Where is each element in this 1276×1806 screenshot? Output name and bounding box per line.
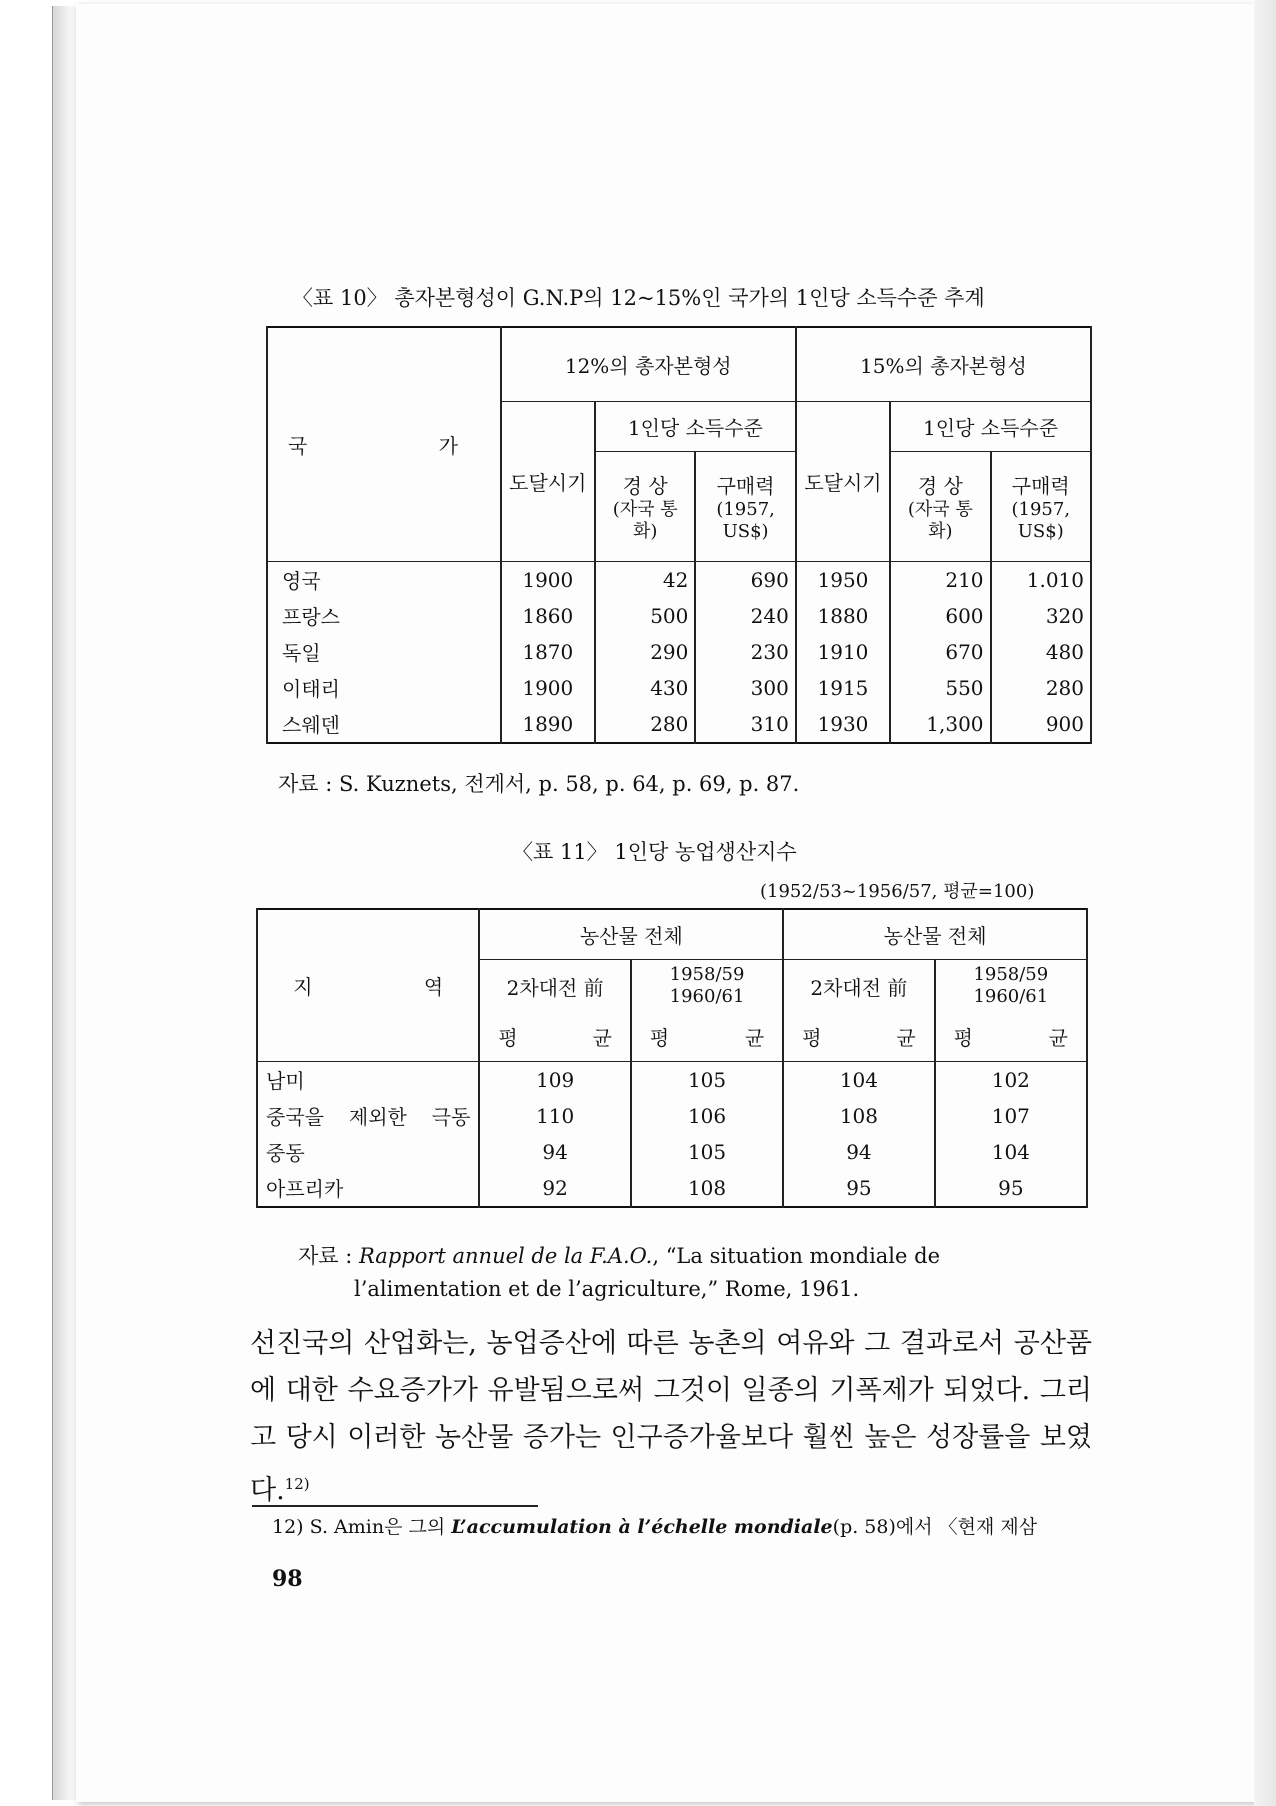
table10-cell-pp12: 690 xyxy=(695,561,795,598)
table10-cell-c15: 600 xyxy=(890,598,990,634)
footnote-reference: 12) xyxy=(284,1475,310,1493)
table11-header-group-a: 농산물 전체 xyxy=(479,909,783,959)
table10-cell-p12: 1900 xyxy=(501,670,595,706)
table11 xyxy=(256,908,1088,1208)
table11-region-cell: 중동 xyxy=(257,1134,479,1170)
table11-region-cell: 중국을 제외한 극동 xyxy=(257,1098,479,1134)
table11-cell-b2: 102 xyxy=(935,1061,1087,1098)
table10-header-period-15: 도달시기 xyxy=(796,401,890,561)
table11-cell-a2: 108 xyxy=(631,1170,783,1207)
table10-header-ppp-15: 구매력 (1957, US$) xyxy=(991,451,1091,561)
table10-cell-pp12: 230 xyxy=(695,634,795,670)
table11-cell-b1: 108 xyxy=(783,1098,934,1134)
table10 xyxy=(266,326,1092,744)
table10-header-income-15: 1인당 소득수준 xyxy=(890,401,1091,451)
table11-cell-a2: 105 xyxy=(631,1134,783,1170)
table10-country-cell: 이태리 xyxy=(267,670,501,706)
table10-row xyxy=(267,634,1091,670)
book-page-edge xyxy=(52,6,77,1800)
table10-cell-c12: 42 xyxy=(595,561,695,598)
table11-header-avg-1: 평 균 xyxy=(479,1013,630,1061)
table11-row xyxy=(257,1134,1087,1170)
table11-header-avg-4: 평 균 xyxy=(935,1013,1087,1061)
table11-cell-b2: 107 xyxy=(935,1098,1087,1134)
table10-cell-p15: 1915 xyxy=(796,670,890,706)
table11-unit-note: (1952/53~1956/57, 평균=100) xyxy=(760,881,1035,902)
table11-source xyxy=(298,1240,940,1306)
table10-cell-c15: 670 xyxy=(890,634,990,670)
table10-cell-pp15: 900 xyxy=(991,706,1091,743)
table11-cell-b1: 94 xyxy=(783,1134,934,1170)
table11-cell-a2: 106 xyxy=(631,1098,783,1134)
footnote-12: 12) S. Amin은 그의 L’accumulation à l’échelle mondiale(p. 58)에서 〈현재 제삼 xyxy=(272,1516,1038,1538)
table11-cell-a1: 109 xyxy=(479,1061,630,1098)
table10-cell-p12: 1870 xyxy=(501,634,595,670)
table11-cell-b1: 95 xyxy=(783,1170,934,1207)
table11-row xyxy=(257,1061,1087,1098)
table11-row xyxy=(257,1170,1087,1207)
table11-cell-a1: 110 xyxy=(479,1098,630,1134)
table10-cell-pp15: 1.010 xyxy=(991,561,1091,598)
table10-cell-c15: 550 xyxy=(890,670,990,706)
table11-header-recent-a: 1958/59 1960/61 xyxy=(631,959,783,1013)
table11-header-recent-b: 1958/59 1960/61 xyxy=(935,959,1087,1013)
table10-country-cell: 스웨덴 xyxy=(267,706,501,743)
table10-header-current-15: 경 상 (자국 통화) xyxy=(890,451,990,561)
table10-cell-p15: 1930 xyxy=(796,706,890,743)
table10-cell-p12: 1900 xyxy=(501,561,595,598)
table11-header-group-b: 농산물 전체 xyxy=(783,909,1087,959)
table10-cell-p12: 1860 xyxy=(501,598,595,634)
table10-header-12pct: 12%의 총자본형성 xyxy=(501,327,796,401)
table10-header-15pct: 15%의 총자본형성 xyxy=(796,327,1091,401)
table10-cell-pp12: 300 xyxy=(695,670,795,706)
table11-source-line2: l’alimentation et de l’agriculture,” Rome, 1961. xyxy=(354,1277,860,1301)
table10-cell-pp15: 280 xyxy=(991,670,1091,706)
table11-source-line1: 자료 : Rapport annuel de la F.A.O., “La situation mondiale de xyxy=(298,1244,940,1268)
table10-header-period-12: 도달시기 xyxy=(501,401,595,561)
table10-cell-pp15: 480 xyxy=(991,634,1091,670)
table11-cell-a2: 105 xyxy=(631,1061,783,1098)
table10-header-income-12: 1인당 소득수준 xyxy=(595,401,796,451)
table11-header-avg-2: 평 균 xyxy=(631,1013,783,1061)
table10-cell-c15: 210 xyxy=(890,561,990,598)
table11-region-cell: 아프리카 xyxy=(257,1170,479,1207)
table10-cell-c12: 500 xyxy=(595,598,695,634)
body-paragraph: 선진국의 산업화는, 농업증산에 따른 농촌의 여유와 그 결과로서 공산품에 대한 수요증가가 유발됨으로써 그것이 일종의 기폭제가 되었다. 그리고 당시 이러한 농산물 증가는 인구증가율보다 훨씬 높은 성장률을 보였다.$^{12)}$ xyxy=(250,1328,1092,1506)
table10-cell-p12: 1890 xyxy=(501,706,595,743)
table10-row xyxy=(267,598,1091,634)
table11-header-prewar-a: 2차대전 前 xyxy=(479,959,630,1013)
table10-header-ppp-12: 구매력 (1957, US$) xyxy=(695,451,795,561)
table10-caption: 〈표 10〉 총자본형성이 G.N.P의 12~15%인 국가의 1인당 소득수준 추계 xyxy=(292,286,985,310)
table10-cell-pp12: 310 xyxy=(695,706,795,743)
table11-header-avg-3: 평 균 xyxy=(783,1013,934,1061)
table11-region-cell: 남미 xyxy=(257,1061,479,1098)
table11-cell-b1: 104 xyxy=(783,1061,934,1098)
table10-cell-p15: 1950 xyxy=(796,561,890,598)
table11-header-region: 지 역 xyxy=(257,909,479,1061)
table11-caption: 〈표 11〉 1인당 농업생산지수 xyxy=(512,840,797,864)
table10-cell-c12: 290 xyxy=(595,634,695,670)
table11-header-prewar-b: 2차대전 前 xyxy=(783,959,934,1013)
table10-row xyxy=(267,561,1091,598)
table10-source: 자료 : S. Kuznets, 전게서, p. 58, p. 64, p. 69, p. 87. xyxy=(278,772,800,796)
table10-header-current-12: 경 상 (자국 통화) xyxy=(595,451,695,561)
table10-cell-c15: 1,300 xyxy=(890,706,990,743)
table10-cell-pp12: 240 xyxy=(695,598,795,634)
table10-cell-c12: 430 xyxy=(595,670,695,706)
table10-country-cell: 프랑스 xyxy=(267,598,501,634)
table11-cell-b2: 104 xyxy=(935,1134,1087,1170)
table11-cell-a1: 94 xyxy=(479,1134,630,1170)
right-shadow xyxy=(1254,0,1276,1806)
footnote-rule xyxy=(252,1505,538,1507)
table11-cell-a1: 92 xyxy=(479,1170,630,1207)
table10-cell-pp15: 320 xyxy=(991,598,1091,634)
table10-header-country: 국 가 xyxy=(267,327,501,561)
table10-cell-p15: 1910 xyxy=(796,634,890,670)
table11-row xyxy=(257,1098,1087,1134)
page-number: 98 xyxy=(272,1566,303,1592)
table10-cell-p15: 1880 xyxy=(796,598,890,634)
table11-cell-b2: 95 xyxy=(935,1170,1087,1207)
table10-row xyxy=(267,670,1091,706)
table10-cell-c12: 280 xyxy=(595,706,695,743)
table10-country-cell: 영국 xyxy=(267,561,501,598)
table10-row xyxy=(267,706,1091,743)
table10-country-cell: 독일 xyxy=(267,634,501,670)
